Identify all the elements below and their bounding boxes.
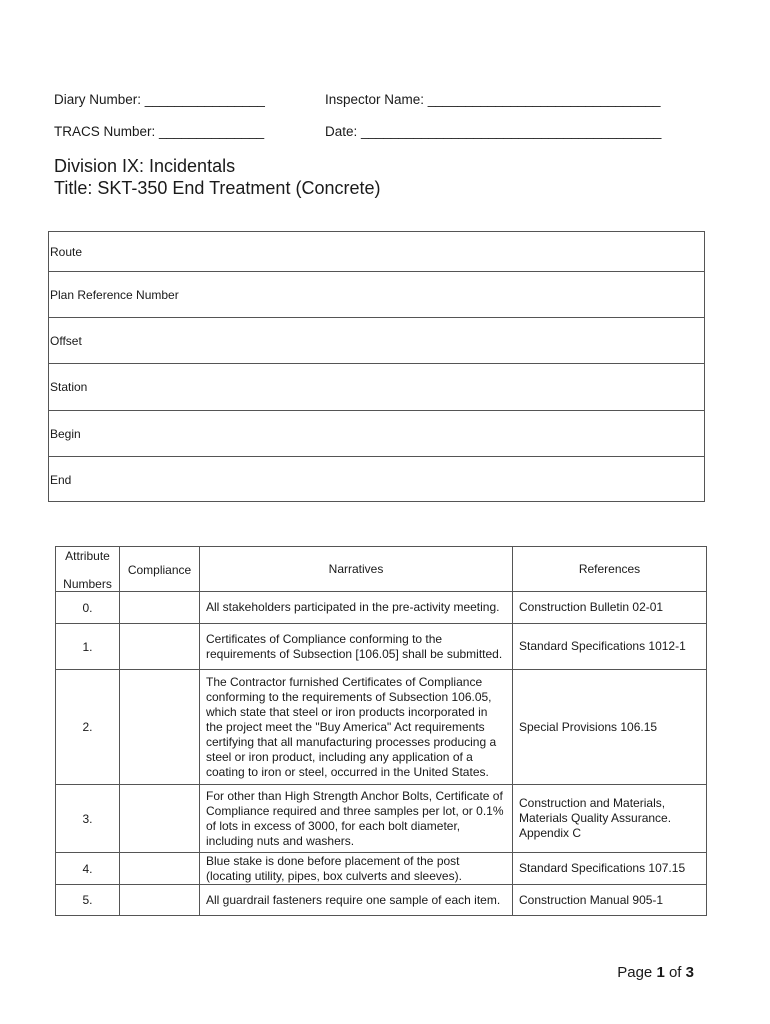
compliance-cell[interactable]: [120, 592, 200, 624]
inspector-name-field: Inspector Name: _______________________________: [325, 92, 661, 107]
attribute-number: 4.: [56, 853, 120, 885]
attribute-number: 3.: [56, 785, 120, 853]
tracs-number-field: TRACS Number: ______________: [54, 124, 265, 139]
info-row-end: [49, 456, 704, 501]
compliance-cell[interactable]: [120, 624, 200, 670]
info-label: Begin: [50, 427, 81, 441]
info-row-route: [49, 232, 704, 271]
table-header-row: [56, 547, 707, 592]
narrative-cell: All stakeholders participated in the pre-activity meeting.: [200, 592, 513, 624]
info-label: Route: [50, 245, 83, 259]
reference-cell: Standard Specifications 1012-1: [513, 624, 707, 670]
info-label: Station: [50, 380, 88, 394]
attribute-table: [55, 546, 707, 916]
info-row-offset: [49, 317, 704, 363]
attribute-number: 1.: [56, 624, 120, 670]
info-row-station: [49, 363, 704, 410]
route-info-box: [48, 231, 705, 502]
diary-number-field: Diary Number: ________________: [54, 92, 265, 107]
table-row: [56, 670, 707, 785]
reference-cell: Construction Manual 905-1: [513, 885, 707, 916]
header-attribute-line1: Attribute: [65, 549, 110, 563]
table-row: [56, 592, 707, 624]
info-label: Offset: [50, 334, 82, 348]
header-attribute-line2: Numbers: [63, 577, 112, 591]
reference-cell: Construction and Materials, Materials Quality Assurance. Appendix C: [513, 785, 707, 853]
page-current: 1: [656, 964, 665, 981]
page-number: [617, 964, 694, 981]
narrative-cell: For other than High Strength Anchor Bolts, Certificate of Compliance required and three samples per lot, or 0.1% of lots in excess of 3000, for each bolt diameter, including nuts and washers.: [200, 785, 513, 853]
page-of: of: [668, 964, 682, 981]
page-total: 3: [685, 964, 694, 981]
date-field: Date: ________________________________________: [325, 124, 662, 139]
table-row: [56, 624, 707, 670]
header-attribute-numbers: [56, 547, 120, 592]
compliance-cell[interactable]: [120, 785, 200, 853]
info-row-plan-reference: [49, 271, 704, 317]
narrative-cell: Blue stake is done before placement of the post (locating utility, pipes, box culverts and sleeves).: [200, 853, 513, 885]
compliance-cell[interactable]: [120, 670, 200, 785]
reference-cell: Special Provisions 106.15: [513, 670, 707, 785]
compliance-cell[interactable]: [120, 853, 200, 885]
reference-cell: Construction Bulletin 02-01: [513, 592, 707, 624]
division-heading: Division IX: Incidentals: [54, 156, 236, 176]
narrative-cell: The Contractor furnished Certificates of Compliance conforming to the requirements of Subsection 106.05, which state that steel or iron products incorporated in the project meet the "Buy America" Act requirements certifying that all manufacturing processes producing a steel or iron product, including any application of a coating to iron or steel, occurred in the United States.: [200, 670, 513, 785]
info-label: End: [50, 473, 72, 487]
table-row: [56, 885, 707, 916]
header-narratives: Narratives: [200, 547, 513, 592]
header-compliance: Compliance: [120, 547, 200, 592]
document-title: Title: SKT-350 End Treatment (Concrete): [54, 178, 381, 198]
attribute-number: 0.: [56, 592, 120, 624]
narrative-cell: Certificates of Compliance conforming to the requirements of Subsection [106.05] shall be submitted.: [200, 624, 513, 670]
info-row-begin: [49, 410, 704, 456]
info-label: Plan Reference Number: [50, 288, 179, 302]
narrative-cell: All guardrail fasteners require one sample of each item.: [200, 885, 513, 916]
table-row: [56, 853, 707, 885]
reference-cell: Standard Specifications 107.15: [513, 853, 707, 885]
header-references: References: [513, 547, 707, 592]
page-prefix: Page: [617, 964, 653, 981]
attribute-number: 5.: [56, 885, 120, 916]
attribute-number: 2.: [56, 670, 120, 785]
compliance-cell[interactable]: [120, 885, 200, 916]
table-row: [56, 785, 707, 853]
